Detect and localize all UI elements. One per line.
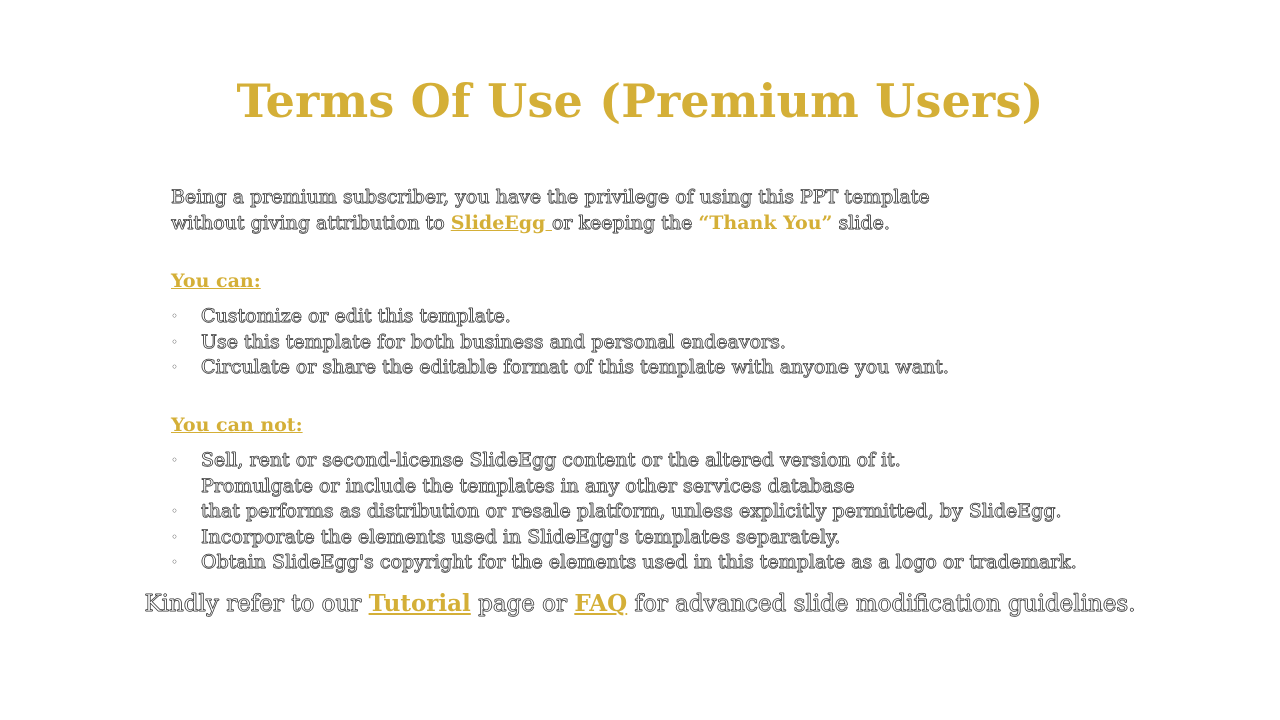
footer-text-middle: page or [470,591,575,617]
footer-note [0,590,1280,617]
bullet-icon: ◦ [171,529,179,544]
list-item: ◦ Use this template for both business and personal endeavors. [171,330,949,356]
footer-text-end: for advanced slide modification guidelines. [627,591,1136,617]
list-item: ◦ Sell, rent or second-license SlideEgg content or the altered version of it. [171,448,1077,474]
list-item: ◦ Circulate or share the editable format of this template with anyone you want. [171,355,949,381]
you-can-list [171,304,949,381]
intro-paragraph [171,184,1071,236]
you-can-heading: You can: [171,270,261,292]
bullet-icon: ◦ [171,309,179,323]
list-item: ◦ Incorporate the elements used in SlideEgg's templates separately. [171,525,1077,551]
intro-line-2-middle: or keeping the [551,212,699,234]
bullet-icon: ◦ [171,360,179,374]
intro-line-2-end: slide. [832,212,890,234]
list-item: ◦ Obtain SlideEgg's copyright for the elements used in this template as a logo or trademark. [171,550,1077,576]
slideegg-link[interactable]: SlideEgg [450,212,552,234]
faq-link[interactable]: FAQ [574,590,628,617]
list-item: ◦ Customize or edit this template. [171,304,949,330]
tutorial-link[interactable]: Tutorial [368,590,471,617]
intro-line-1: Being a premium subscriber, you have the privilege of using this PPT template [171,186,930,208]
bullet-icon: ◦ [171,334,179,349]
bullet-icon: ◦ [171,504,179,518]
thank-you-highlight: “Thank You” [698,212,833,234]
footer-text-start: Kindly refer to our [144,591,369,617]
you-can-not-heading: You can not: [171,414,303,436]
list-item: ◦ that performs as distribution or resale platform, unless explicitly permitted, by SlideEgg. [171,499,1077,525]
list-item: Promulgate or include the templates in any other services database [201,474,855,497]
page-title: Terms Of Use (Premium Users) [236,74,1044,128]
bullet-icon: ◦ [171,453,179,467]
you-can-not-list [171,448,1077,576]
intro-line-2-start: without giving attribution to [171,212,451,234]
bullet-icon: ◦ [171,555,179,569]
